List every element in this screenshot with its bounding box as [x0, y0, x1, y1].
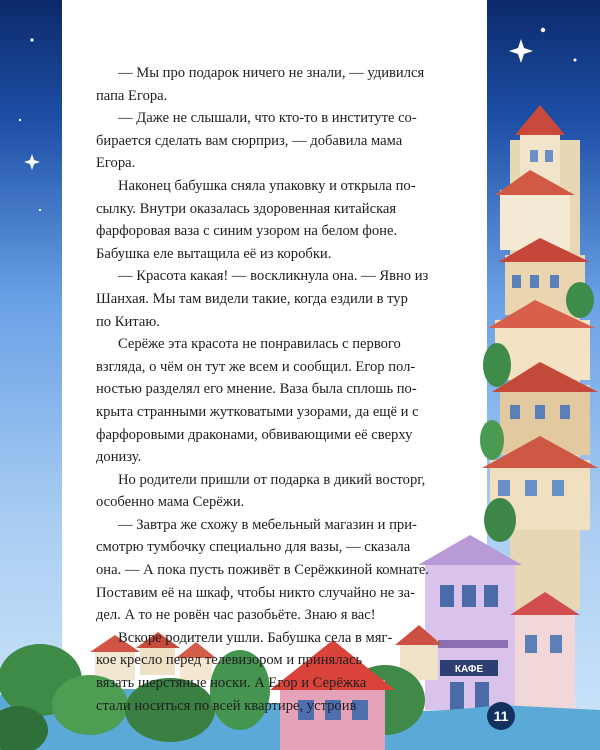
- text-line: донизу.: [96, 449, 142, 466]
- text-line: Бабушка еле вытащила её из коробки.: [96, 245, 332, 262]
- text-line: Серёже эта красота не понравилась с первого: [118, 336, 401, 353]
- text-line: Но родители пришли от подарка в дикий восторг,: [118, 471, 426, 488]
- text-line: вязать шерстяные носки. А Егор и Серёжка: [96, 675, 367, 692]
- text-line: крыта странными жутковатыми узорами, да ещё и с: [96, 403, 419, 420]
- text-line: Вскоре родители ушли. Бабушка села в мяг-: [118, 629, 393, 646]
- text-line: она. — А пока пусть поживёт в Серёжкиной комнате.: [96, 562, 429, 579]
- text-line: — Красота какая! — воскликнула она. — Явно из: [118, 268, 429, 285]
- text-line: Егора.: [96, 155, 136, 172]
- text-line: взгляда, о чём он тут же всем и сообщил. Егор пол-: [96, 358, 416, 375]
- text-line: Наконец бабушка сняла упаковку и открыла по-: [118, 177, 416, 194]
- star-sparkle: [509, 39, 533, 63]
- text-line: — Мы про подарок ничего не знали, — удивился: [118, 65, 425, 81]
- text-line: Шанхая. Мы там видели такие, когда ездили в тур: [96, 290, 408, 307]
- text-line: бирается сделать вам сюрприз, — добавила мама: [96, 132, 403, 149]
- page-number: 11: [487, 702, 515, 730]
- text-line: фарфоровая ваза с синим узором на белом фоне.: [96, 223, 398, 240]
- text-line: смотрю тумбочку специально для вазы, — сказала: [96, 539, 411, 556]
- text-line: — Даже не слышали, что кто-то в институте со-: [118, 110, 417, 127]
- text-line: дел. А то не ровён час разобьёте. Знаю я вас!: [96, 607, 376, 624]
- text-line: папа Егора.: [96, 87, 168, 104]
- house-tower: [480, 105, 598, 610]
- text-line: фарфоровыми драконами, обвивающими её сверху: [96, 426, 413, 443]
- text-line: стали носиться по всей квартире, устроив: [96, 697, 357, 714]
- text-line: кое кресло перед телевизором и принялась: [96, 652, 363, 669]
- text-line: особенно мама Серёжи.: [96, 494, 245, 511]
- story-text: [96, 62, 461, 717]
- text-line: ностью разделял его мнение. Ваза была сплошь по-: [96, 381, 417, 398]
- text-line: Поставим её на шкаф, чтобы никто случайно не за-: [96, 584, 415, 601]
- text-line: — Завтра же схожу в мебельный магазин и при-: [118, 516, 417, 533]
- text-line: сылку. Внутри оказалась здоровенная китайская: [96, 200, 397, 217]
- cafe-sign: КАФЕ: [454, 664, 484, 675]
- text-line: по Китаю.: [96, 313, 160, 330]
